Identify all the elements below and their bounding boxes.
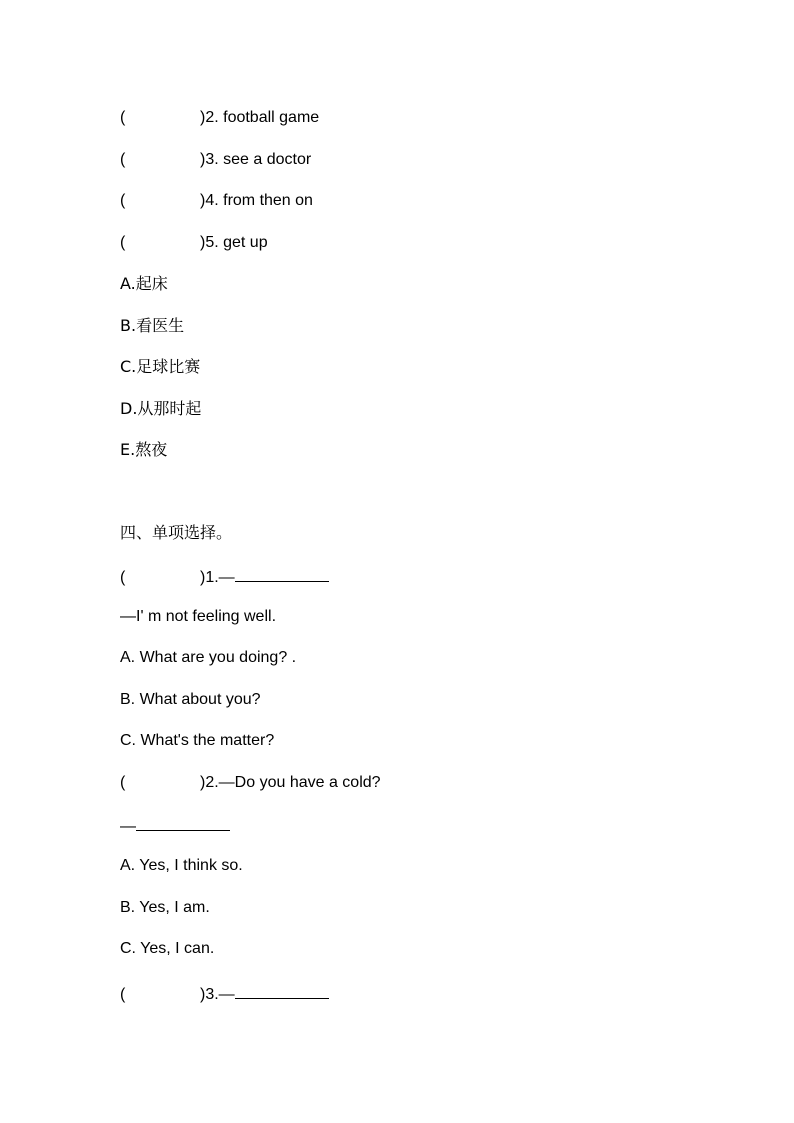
q1-option-a: A. What are you doing? . (120, 649, 297, 666)
match-item-4 (120, 191, 313, 211)
match-item-2 (120, 108, 319, 128)
q1-option-b: B. What about you? (120, 691, 261, 708)
answer-paren[interactable]: ( (120, 234, 126, 251)
match-item-text: )2. football game (200, 109, 320, 126)
question-text: )2.—Do you have a cold? (200, 774, 381, 791)
answer-paren[interactable]: ( (120, 151, 126, 168)
match-option-b: B.看医生 (120, 316, 185, 335)
match-option-c: C.足球比赛 (120, 357, 201, 376)
answer-paren[interactable]: ( (120, 569, 126, 586)
answer-paren[interactable]: ( (120, 774, 126, 791)
match-item-text: )3. see a doctor (200, 151, 312, 168)
q2-option-c: C. Yes, I can. (120, 940, 215, 957)
match-option-e: E.熬夜 (120, 440, 168, 459)
match-option-d: D.从那时起 (120, 399, 202, 418)
match-item-text: )4. from then on (200, 192, 313, 209)
answer-paren[interactable]: ( (120, 109, 126, 126)
fill-blank[interactable] (235, 565, 329, 582)
match-option-a: A.起床 (120, 274, 168, 293)
question-2-reply (120, 814, 230, 837)
section-heading: 四、单项选择。 (120, 523, 233, 542)
q1-option-c: C. What's the matter? (120, 732, 275, 749)
reply-dash: — (120, 818, 136, 835)
match-item-text: )5. get up (200, 234, 268, 251)
q2-option-b: B. Yes, I am. (120, 899, 210, 916)
question-1 (120, 565, 329, 588)
question-text: )1.— (200, 569, 235, 586)
fill-blank[interactable] (235, 982, 329, 999)
question-text: )3.— (200, 986, 235, 1003)
question-3 (120, 982, 329, 1005)
match-item-5 (120, 233, 268, 253)
answer-paren[interactable]: ( (120, 986, 126, 1003)
match-item-3 (120, 150, 311, 170)
answer-paren[interactable]: ( (120, 192, 126, 209)
question-1-reply: —I' m not feeling well. (120, 608, 277, 625)
question-2 (120, 773, 381, 793)
q2-option-a: A. Yes, I think so. (120, 857, 243, 874)
fill-blank[interactable] (136, 814, 230, 831)
